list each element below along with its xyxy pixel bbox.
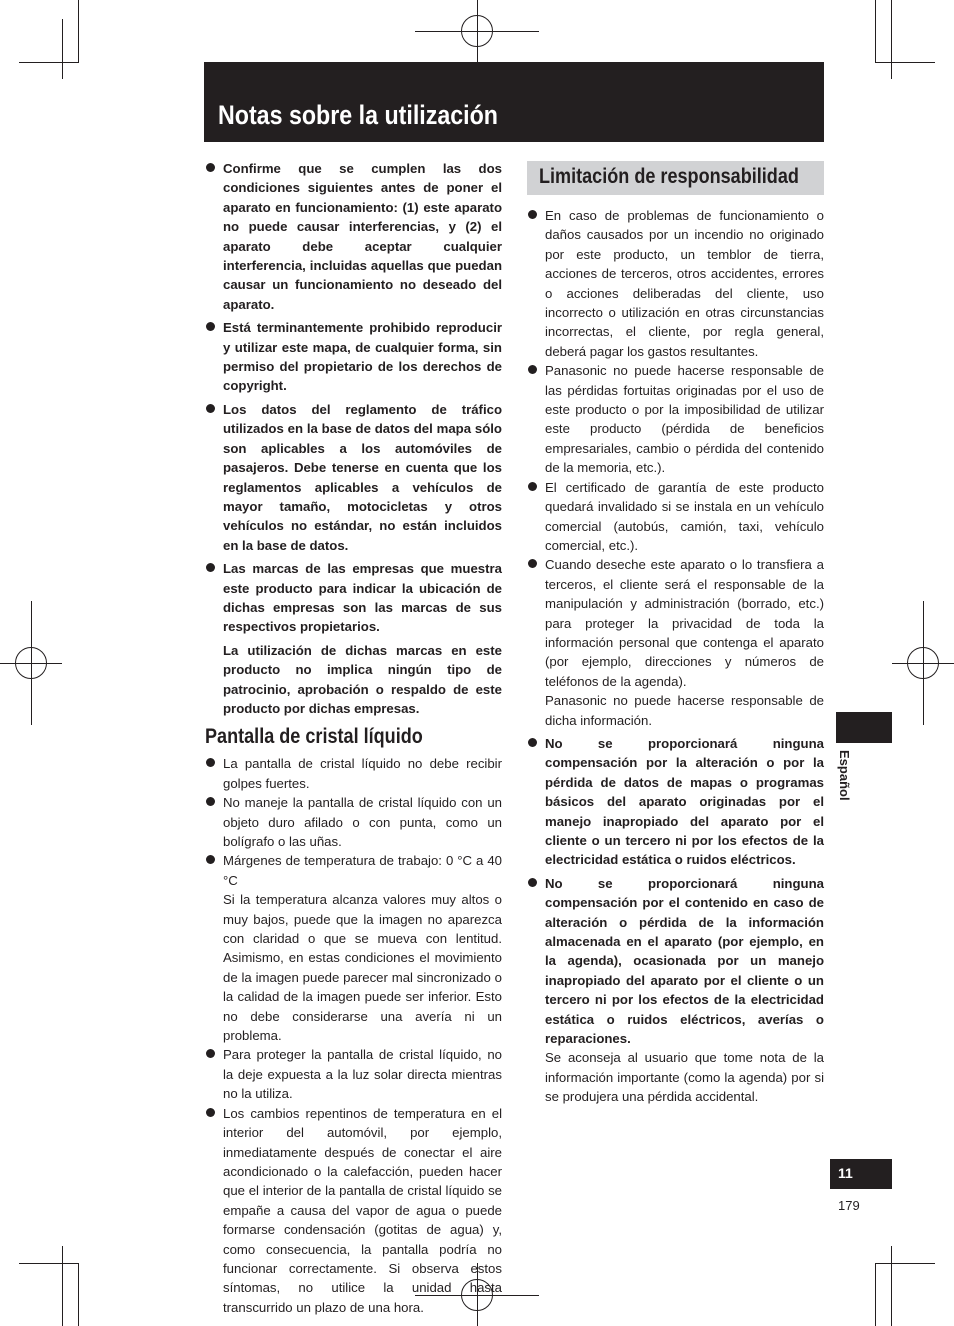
- bullet-icon: [528, 878, 537, 887]
- crop-mark: [19, 62, 79, 63]
- crop-mark: [19, 1263, 79, 1264]
- bullet-icon: [528, 738, 537, 747]
- item-text: La pantalla de cristal líquido no debe recibir golpes fuertes.: [223, 756, 502, 791]
- bullet-icon: [206, 563, 215, 572]
- item-text: Las marcas de las empresas que muestra este producto para indicar la ubicación de dichas empresas son las marcas de sus respectivos propietarios.: [223, 561, 502, 635]
- language-label-wrap: [836, 750, 856, 830]
- bullet-icon: [206, 1049, 215, 1058]
- item-text: Los datos del reglamento de tráfico utilizados en la base de datos del mapa sólo son aplicables a los automóviles de pasajeros. Debe tenerse en cuenta que los reglamentos aplicables a vehículos de mayor tamaño, motocicletas y otros vehículos no estándar, no están incluidos en la base de datos.: [223, 401, 502, 553]
- section-heading-wrap: [205, 725, 502, 754]
- page-title-bar: [204, 62, 824, 142]
- crop-mark: [875, 1263, 935, 1264]
- registration-mark: [31, 601, 32, 725]
- list-item: [527, 874, 824, 1107]
- bullet-icon: [528, 482, 537, 491]
- item-text: No se proporcionará ninguna compensación por la alteración o por la pérdida de datos de mapas o programas básicos del aparato originadas por el manejo inapropiado del aparato por el cliente o un tercero ni por los efectos de la electricidad estática o ruidos eléctricos.: [545, 735, 824, 868]
- page-number: 179: [838, 1198, 860, 1213]
- registration-mark: [923, 601, 924, 725]
- language-label: Español: [837, 750, 852, 801]
- list-item: [527, 734, 824, 870]
- crop-mark: [78, 0, 79, 62]
- list-item: [527, 206, 824, 361]
- item-text: Panasonic no puede hacerse responsable de las pérdidas fortuitas originadas por el uso de este producto o por la imposibilidad de utilizar este producto (pérdida de beneficios empresariales, cambio o pérdida del contenido de la memoria, etc.).: [545, 363, 824, 476]
- crop-mark: [875, 1263, 876, 1326]
- bullet-icon: [206, 758, 215, 767]
- item-text: Los cambios repentinos de temperatura en el interior del automóvil, por ejemplo, inmediatamente después de conectar el aire acondicionado o la calefacción, pueden hacer que el interior de la pantalla de cristal líquido se empañe a causa del vapor de agua o puede formarse condensación (gotitas de agua) y, como consecuencia, la pantalla podría no funcionar correctamente. Si observa estos síntomas, no utilice la unidad hasta transcurrido un plazo de una hora.: [223, 1105, 502, 1315]
- item-text: No se proporcionará ninguna compensación por el contenido en caso de alteración o pérdida de la información almacenada en el aparato (por ejemplo, en la agenda), ocasionada por un manejo inapropiado del aparato por el cliente o un tercero ni por los efectos de la electricidad estática o ruidos eléctricos, averías o reparaciones.: [545, 875, 824, 1047]
- item-extra-text: Si la temperatura alcanza valores muy altos o muy bajos, puede que la imagen no aparezca con claridad o que se mueva con lentitud. Asimismo, en estas condiciones el movimiento de la imagen puede parecer mal sincronizado o la calidad de la imagen puede ser inferior. Esto no debe considerarse una avería ni un problema.: [223, 892, 502, 1044]
- list-item: [205, 559, 502, 718]
- bullet-icon: [206, 1108, 215, 1117]
- language-tab: [836, 712, 892, 743]
- list-item: [205, 1104, 502, 1317]
- list-item: [205, 851, 502, 1045]
- crop-mark: [78, 1263, 79, 1326]
- crop-mark: [891, 0, 892, 79]
- bullet-icon: [528, 210, 537, 219]
- list-item: [205, 318, 502, 396]
- crop-mark: [891, 1246, 892, 1326]
- left-column: [205, 159, 502, 1317]
- list-item: [205, 400, 502, 555]
- list-item: [205, 159, 502, 314]
- right-column: [527, 206, 824, 1107]
- registration-mark: [477, 0, 478, 62]
- list-item: [205, 793, 502, 851]
- item-text: Márgenes de temperatura de trabajo: 0 °C a 40 °C: [223, 853, 502, 888]
- bullet-icon: [528, 559, 537, 568]
- item-extra-text: Panasonic no puede hacerse responsable de dicha información.: [545, 693, 824, 728]
- item-text: Para proteger la pantalla de cristal líquido, no la deje expuesta a la luz solar directa mientras no la utiliza.: [223, 1047, 502, 1102]
- list-item: [205, 1045, 502, 1103]
- bullet-icon: [528, 365, 537, 374]
- list-item: [527, 478, 824, 556]
- bullet-icon: [206, 163, 215, 172]
- crop-mark: [62, 19, 63, 79]
- item-text: Cuando deseche este aparato o lo transfiera a terceros, el cliente será el responsable de la manipulación y administración (borrado, etc.) para proteger la privacidad de toda la información personal que contenga el aparato (por ejemplo, direcciones y números de teléfonos de la agenda).: [545, 557, 824, 689]
- section-number-box: [830, 1159, 892, 1189]
- item-text: En caso de problemas de funcionamiento o daños causados por un incendio no originado por este producto, un temblor de tierra, acciones de terceros, otros accidentes, errores o acciones deliberadas del cliente, uso incorrecto o utilización en otras circunstancias incorrectas, el cliente, por regla general, deberá pagar los gastos resultantes.: [545, 208, 824, 359]
- page-title: Notas sobre la utilización: [218, 100, 498, 130]
- section-heading-liability: Limitación de responsabilidad: [539, 165, 799, 188]
- crop-mark: [875, 0, 876, 62]
- list-item: [205, 754, 502, 793]
- item-extra-text: Se aconseja al usuario que tome nota de la información importante (como la agenda) por si se produjera una pérdida accidental.: [545, 1050, 824, 1105]
- list-item: [527, 555, 824, 730]
- crop-mark: [875, 62, 935, 63]
- item-text: Confirme que se cumplen las dos condiciones siguientes antes de poner el aparato en funcionamiento: (1) este aparato no puede causar interferencias, y (2) el aparato debe aceptar cualquier interferencia, incluidas aquellas que puedan causar un funcionamiento no deseado del aparato.: [223, 161, 502, 312]
- section-heading-box: [527, 161, 824, 195]
- bullet-icon: [206, 404, 215, 413]
- item-text: No maneje la pantalla de cristal líquido con un objeto duro afilado o con punta, como un bolígrafo o las uñas.: [223, 795, 502, 849]
- bullet-icon: [206, 855, 215, 864]
- item-extra-text: La utilización de dichas marcas en este producto no implica ningún tipo de patrocinio, aprobación o respaldo de este producto por dichas empresas.: [223, 642, 502, 716]
- list-item: [527, 361, 824, 477]
- item-text: El certificado de garantía de este producto quedará invalidado si se instala en un vehículo comercial (autobús, camión, taxi, vehículo comercial, etc.).: [545, 479, 824, 553]
- bullet-icon: [206, 322, 215, 331]
- bullet-icon: [206, 797, 215, 806]
- section-heading-lcd: Pantalla de cristal líquido: [205, 725, 423, 749]
- crop-mark: [62, 1246, 63, 1326]
- item-text: Está terminantemente prohibido reproducir y utilizar este mapa, de cualquier forma, sin permiso del propietario de los derechos de copyright.: [223, 320, 502, 394]
- section-number: 11: [838, 1165, 853, 1181]
